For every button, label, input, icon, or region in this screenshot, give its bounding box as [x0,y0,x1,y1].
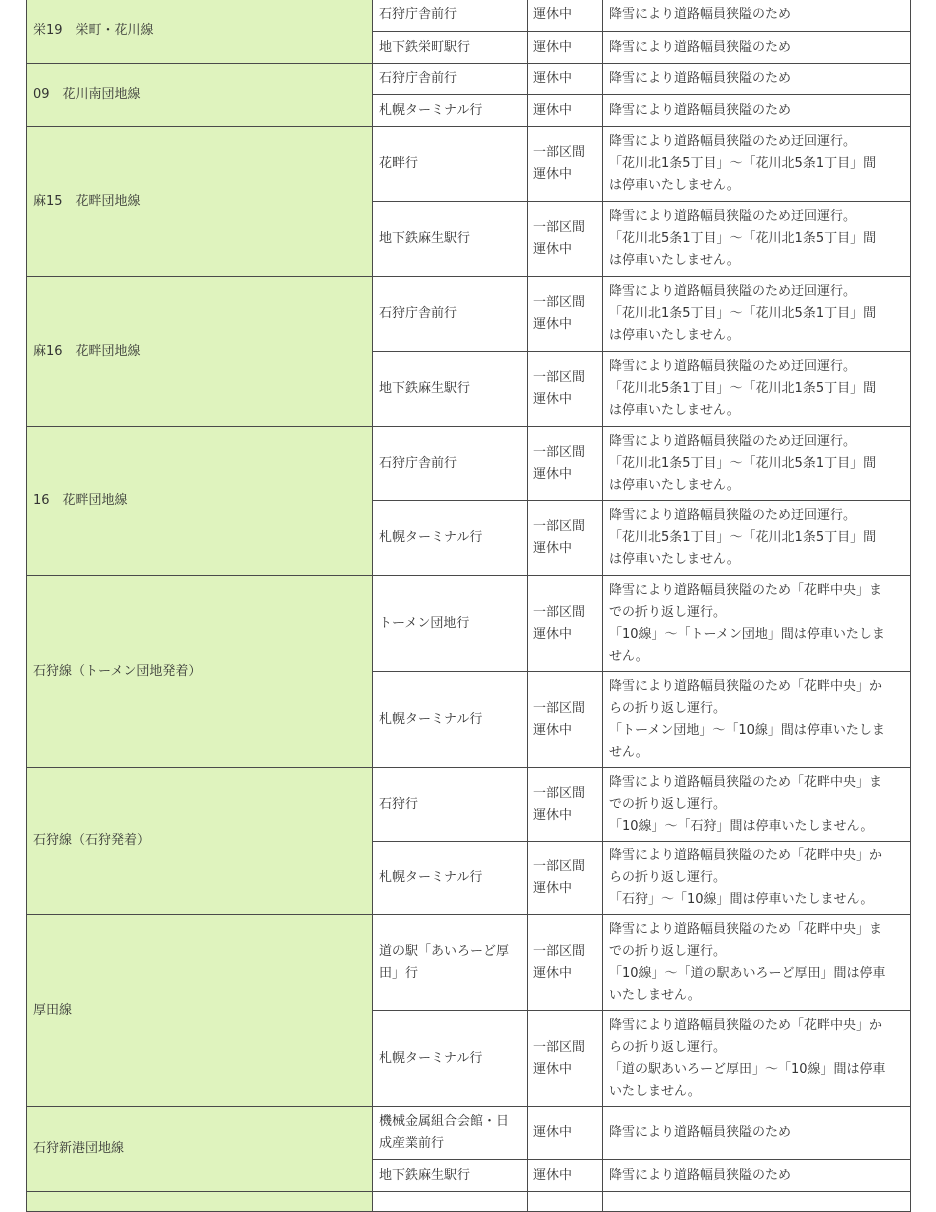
destination-cell: 石狩行 [373,768,528,842]
route-name-cell: 石狩新港団地線 [27,1107,373,1192]
table-row [27,1192,911,1212]
status-cell: 一部区間 運休中 [528,915,603,1011]
route-name-cell: 09 花川南団地線 [27,64,373,127]
status-cell: 一部区間 運休中 [528,202,603,277]
note-cell: 降雪により道路幅員狭隘のため迂回運行。 「花川北5条1丁目」〜「花川北1条5丁目」間 は停車いたしません。 [603,501,911,576]
table-row [27,576,911,672]
note-cell: 降雪により道路幅員狭隘のため迂回運行。 「花川北5条1丁目」〜「花川北1条5丁目」間 は停車いたしません。 [603,202,911,277]
destination-cell: 地下鉄麻生駅行 [373,352,528,427]
table-row [27,915,911,1011]
destination-cell: 札幌ターミナル行 [373,501,528,576]
destination-cell: 機械金属組合会館・日 成産業前行 [373,1107,528,1160]
status-cell: 運休中 [528,1160,603,1192]
note-cell: 降雪により道路幅員狭隘のため [603,1160,911,1192]
table-row [27,277,911,352]
destination-cell: 地下鉄麻生駅行 [373,1160,528,1192]
note-cell: 降雪により道路幅員狭隘のため「花畔中央」か らの折り返し運行。 「道の駅あいろーど厚田」〜「10線」間は停車 いたしません。 [603,1011,911,1107]
status-cell: 一部区間 運休中 [528,672,603,768]
destination-cell: 札幌ターミナル行 [373,1011,528,1107]
note-cell: 降雪により道路幅員狭隘のため迂回運行。 「花川北1条5丁目」〜「花川北5条1丁目」間 は停車いたしません。 [603,427,911,501]
note-cell: 降雪により道路幅員狭隘のため「花畔中央」ま での折り返し運行。 「10線」〜「道の駅あいろーど厚田」間は停車 いたしません。 [603,915,911,1011]
table-row [27,64,911,95]
status-cell: 一部区間 運休中 [528,127,603,202]
note-cell: 降雪により道路幅員狭隘のため [603,0,911,32]
note-cell: 降雪により道路幅員狭隘のため迂回運行。 「花川北1条5丁目」〜「花川北5条1丁目」間 は停車いたしません。 [603,127,911,202]
destination-cell: 札幌ターミナル行 [373,672,528,768]
status-cell: 一部区間 運休中 [528,352,603,427]
destination-cell: 石狩庁舎前行 [373,64,528,95]
status-cell: 一部区間 運休中 [528,501,603,576]
destination-cell: 地下鉄麻生駅行 [373,202,528,277]
status-cell: 一部区間 運休中 [528,427,603,501]
route-name-cell: 栄19 栄町・花川線 [27,0,373,64]
note-cell [603,1192,911,1212]
destination-cell: 花畔行 [373,127,528,202]
note-cell: 降雪により道路幅員狭隘のため「花畔中央」ま での折り返し運行。 「10線」〜「石狩」間は停車いたしません。 [603,768,911,842]
status-cell: 運休中 [528,0,603,32]
route-name-cell: 石狩線（トーメン団地発着） [27,576,373,768]
route-name-cell: 麻15 花畔団地線 [27,127,373,277]
route-name-cell: 麻16 花畔団地線 [27,277,373,427]
status-cell: 一部区間 運休中 [528,576,603,672]
destination-cell: 地下鉄栄町駅行 [373,32,528,64]
destination-cell: 石狩庁舎前行 [373,0,528,32]
status-cell: 一部区間 運休中 [528,768,603,842]
table-row [27,0,911,32]
note-cell: 降雪により道路幅員狭隘のため迂回運行。 「花川北1条5丁目」〜「花川北5条1丁目」間 は停車いたしません。 [603,277,911,352]
status-cell: 一部区間 運休中 [528,1011,603,1107]
status-cell: 一部区間 運休中 [528,842,603,915]
note-cell: 降雪により道路幅員狭隘のため「花畔中央」ま での折り返し運行。 「10線」〜「トーメン団地」間は停車いたしま せん。 [603,576,911,672]
status-cell: 運休中 [528,64,603,95]
destination-cell [373,1192,528,1212]
table-row [27,427,911,501]
status-cell: 運休中 [528,32,603,64]
status-cell: 一部区間 運休中 [528,277,603,352]
service-status-table [26,0,910,1212]
status-cell: 運休中 [528,1107,603,1160]
destination-cell: 石狩庁舎前行 [373,277,528,352]
note-cell: 降雪により道路幅員狭隘のため [603,95,911,127]
note-cell: 降雪により道路幅員狭隘のため迂回運行。 「花川北5条1丁目」〜「花川北1条5丁目」間 は停車いたしません。 [603,352,911,427]
status-cell: 運休中 [528,95,603,127]
route-name-cell [27,1192,373,1212]
route-name-cell: 16 花畔団地線 [27,427,373,576]
destination-cell: トーメン団地行 [373,576,528,672]
destination-cell: 道の駅「あいろーど厚 田」行 [373,915,528,1011]
table-row [27,127,911,202]
destination-cell: 札幌ターミナル行 [373,842,528,915]
note-cell: 降雪により道路幅員狭隘のため [603,32,911,64]
note-cell: 降雪により道路幅員狭隘のため「花畔中央」か らの折り返し運行。 「石狩」〜「10線」間は停車いたしません。 [603,842,911,915]
table-row [27,768,911,842]
note-cell: 降雪により道路幅員狭隘のため [603,1107,911,1160]
note-cell: 降雪により道路幅員狭隘のため「花畔中央」か らの折り返し運行。 「トーメン団地」〜「10線」間は停車いたしま せん。 [603,672,911,768]
status-cell [528,1192,603,1212]
table-row [27,1107,911,1160]
route-name-cell: 厚田線 [27,915,373,1107]
destination-cell: 石狩庁舎前行 [373,427,528,501]
route-name-cell: 石狩線（石狩発着） [27,768,373,915]
destination-cell: 札幌ターミナル行 [373,95,528,127]
note-cell: 降雪により道路幅員狭隘のため [603,64,911,95]
